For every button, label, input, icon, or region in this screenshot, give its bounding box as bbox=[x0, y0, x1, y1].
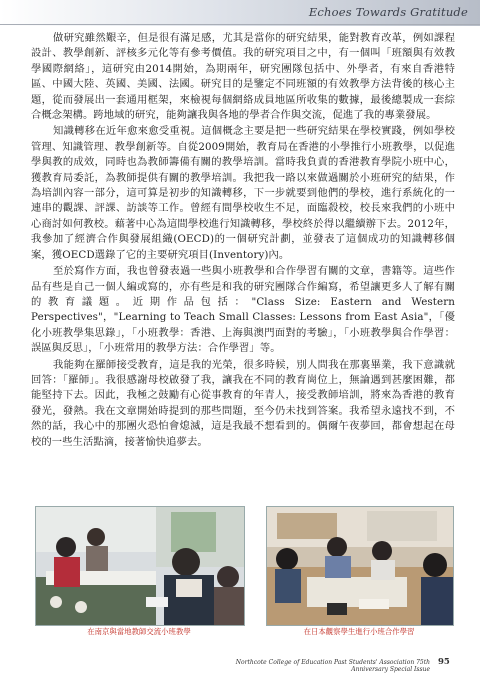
page-number: 95 bbox=[438, 657, 450, 667]
header-divider bbox=[0, 24, 480, 25]
page-header-band bbox=[0, 0, 480, 26]
photo-nanjing-image bbox=[36, 507, 244, 625]
paragraph-research: 做研究雖然艱辛，但是很有滿足感，尤其是當你的研究結果，能對教育改革，例如課程設計、教學創新、評核多元化等有參考價值。我的研究項目之中，有一個叫「班額與有效教學國際網絡」，這研究由2014開始，為期兩年，研究團隊包括中、外學者，有來自香港特區、中國大陸、英國、美國、法國。研究目的是鑒定不同班額的有效教學方法背後的核心主題，從而發展出一套通用框架，來檢視每個網絡成員地區所收集的數據，最後總製成一套綜合概念架構。跨地域的研究，能夠讓我與各地的學者合作與交流，促進了我的專業發展。 bbox=[31, 32, 455, 122]
photo-caption-nanjing: 在南京與當地教師交流小班教學 bbox=[87, 627, 191, 636]
photo-japan-image bbox=[267, 507, 453, 625]
footer-publication: Northcote College of Education Past Students' Association 75th Anniversary Special Issue bbox=[235, 659, 430, 673]
paragraph-writing: 至於寫作方面，我也曾發表過一些與小班教學和合作學習有關的文章，書籍等。這些作品有些是自己一個人編或寫的，亦有些是和我的研究團隊合作編寫，希望讓更多人了解有關的教育議題。近期作品包括："Class Size: Eastern and Western Perspectives"，"Learning to Teach Small Classes: Lessons from East Asia"，「優化小班教學集思錄」，「小班教學：香港、上海與澳門面對的考驗」，「小班教學與合作學習：誤區與反思」，「小班常用的教學方法：合作學習」等。 bbox=[31, 265, 455, 355]
header-title: Echoes Towards Gratitude bbox=[308, 5, 468, 19]
photo-nanjing-meeting bbox=[35, 506, 245, 626]
paragraph-knowledge-transfer: 知識轉移在近年愈來愈受重視。這個概念主要是把一些研究結果在學校實踐，例如學校管理、知識管理、教學創新等。自從2009開始，教育局在香港的小學推行小班教學，以促進學與教的成效，同時也為教師籌備有關的教學培訓。當時我負責的香港教育學院小班中心，獲教育局委託，為教師提供有關的教學培訓。我把我一路以來做過關於小班研究的結果，作為培訓內容一部分，這可算是初步的知識轉移，下一步就要到他們的學校，進行系統化的一連串的觀課、評課、訪談等工作。曾經有間學校收生不足，面臨殺校，校長來我們的小班中心商討如何教校。藉著中心為這間學校進行知識轉移，學校終於得以繼續辦下去。2012年，我參加了經濟合作與發展組織(OECD)的一個研究計劃，並發表了這個成功的知識轉移個案，獲OECD選錄了它的主要研究項目(Inventory)內。 bbox=[31, 125, 455, 261]
article-body bbox=[31, 31, 455, 451]
paragraph-gratitude: 我能夠在羅師接受教育，這是我的光榮，很多時候，別人問我在那裏畢業，我下意識就回答：「羅師」。我很感謝母校啟發了我，讓我在不同的教育崗位上，無論遇到甚麼困難，都能堅持下去。因此，我極之鼓勵有心從事教育的年青人，接受教師培訓，將來為香港的教育發光，發熱。我在文章開始時提到的那些問題，至今仍未找到答案。我希望永遠找不到，不然的話，我心中的那團火恐怕會熄滅，這是我最不想看到的。偶爾午夜夢回，都會想起在母校的一些生活點滴，接著愉快追夢去。 bbox=[31, 358, 455, 448]
photo-caption-japan: 在日本觀察學生進行小班合作學習 bbox=[303, 627, 415, 636]
photo-japan-classroom bbox=[266, 506, 454, 626]
